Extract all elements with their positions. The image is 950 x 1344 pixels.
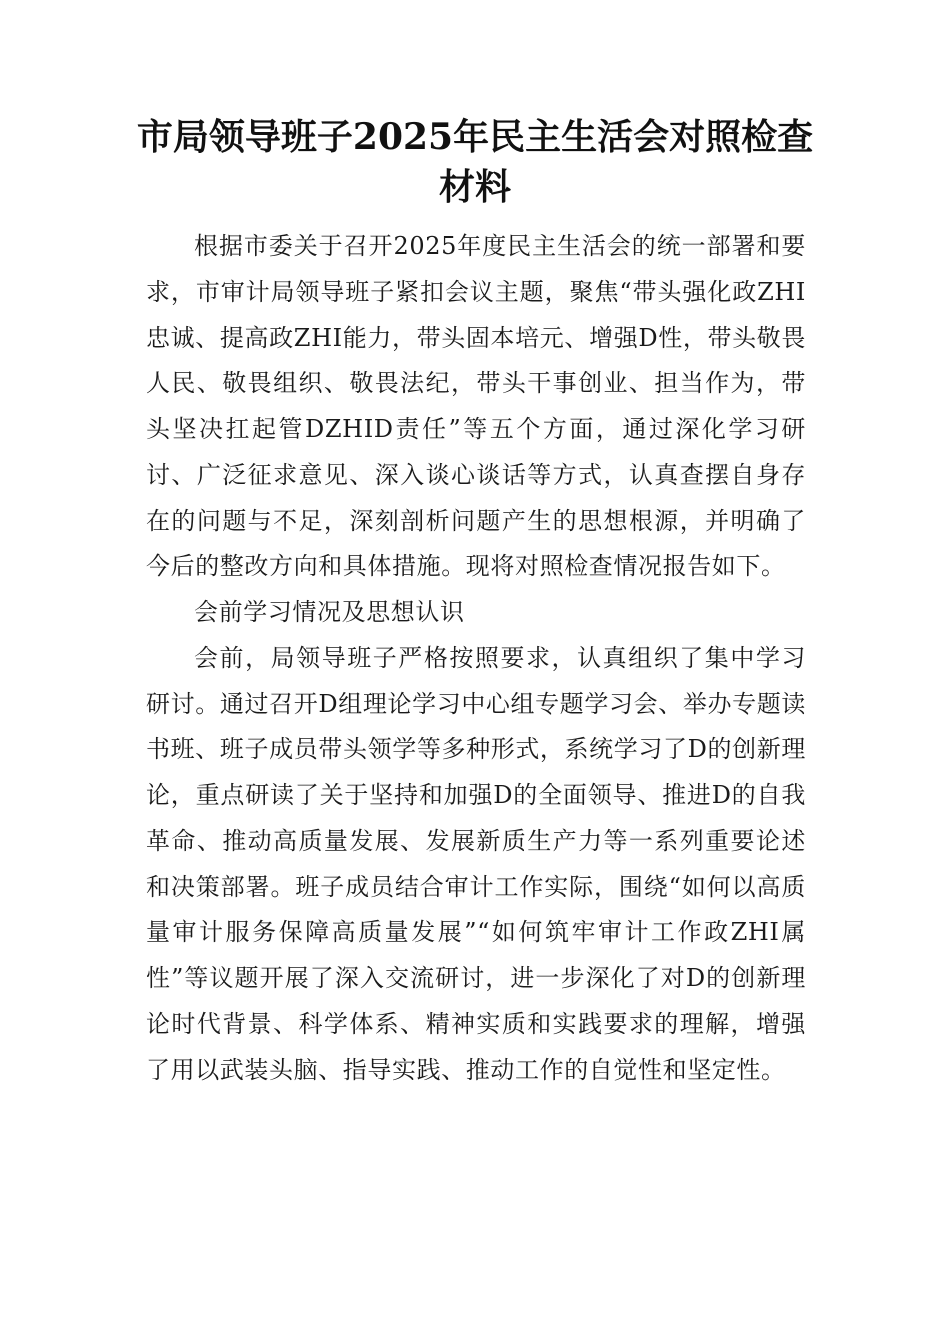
section-heading: 会前学习情况及思想认识 xyxy=(194,598,465,626)
study-paragraph: 会前，局领导班子严格按照要求，认真组织了集中学习研讨。通过召开D组理论学习中心组专题学习会、举办专题读书班、班子成员带头领学等多种形式，系统学习了D的创新理论，重点研读了关于坚持和加强D的全面领导、推进D的自我革命、推动高质量发展、发展新质生产力等一系列重要论述和决策部署。班子成员结合审计工作实际，围绕“如何以高质量审计服务保障高质量发展”“如何筑牢审计工作政ZHI属性”等议题开展了深入交流研讨，进一步深化了对D的创新理论时代背景、科学体系、精神实质和实践要求的理解，增强了用以武装头脑、指导实践、推动工作的自觉性和坚定性。 xyxy=(146,643,806,1084)
document-title-line-2: 材料 xyxy=(438,166,511,208)
document-body xyxy=(146,224,806,1093)
document-title xyxy=(100,112,850,212)
document-title-line-1: 市局领导班子2025年民主生活会对照检查 xyxy=(136,116,814,158)
intro-paragraph: 根据市委关于召开2025年度民主生活会的统一部署和要求，市审计局领导班子紧扣会议主题，聚焦“带头强化政ZHI忠诚、提高政ZHI能力，带头固本培元、增强D性，带头敬畏人民、敬畏组织、敬畏法纪，带头干事创业、担当作为，带头坚决扛起管DZHID责任”等五个方面，通过深化学习研讨、广泛征求意见、深入谈心谈话等方式，认真查摆自身存在的问题与不足，深刻剖析问题产生的思想根源，并明确了今后的整改方向和具体措施。现将对照检查情况报告如下。 xyxy=(146,232,806,581)
